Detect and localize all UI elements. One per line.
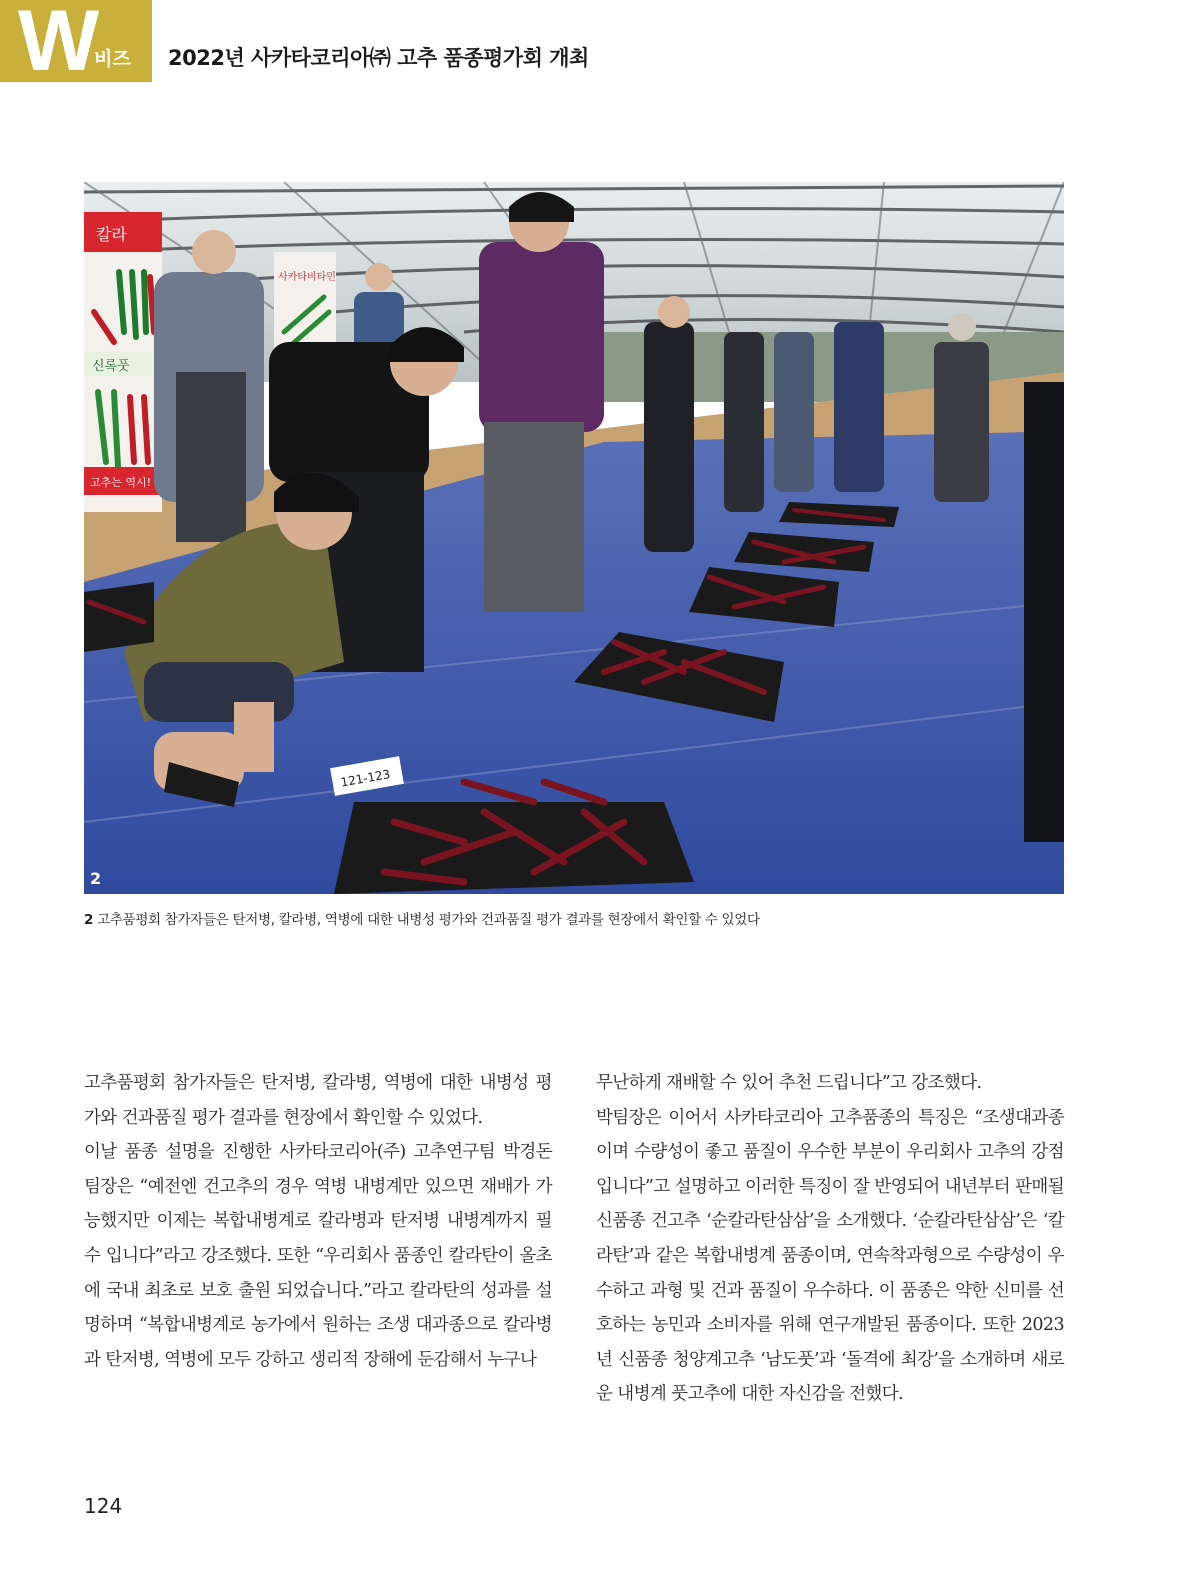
article-paragraph: 무난하게 재배할 수 있어 추천 드립니다”고 강조했다. [596,1073,982,1093]
banner-text-sinrokput: 신록풋 [92,359,130,374]
event-photo [84,182,1064,894]
section-label: 비즈 [94,48,131,70]
event-photo-illustration [84,182,1064,894]
page-number: 124 [84,1494,123,1518]
banner-text-vitamin: 사카타비타민 [278,272,336,283]
article-paragraph: 이날 품종 설명을 진행한 사카타코리아(주) 고추연구팀 박경돈 팀장은 “예전엔 건고추의 경우 역병 내병계만 있으면 재배가 가능했지만 이제는 복합내병계로 칼라병과 탄저병 내병계까지 필수 입니다”라고 강조했다. 또한 “우리회사 품종인 칼라탄이 올초에 국내 최초로 보호 출원 되었습니다.”라고 칼라탄의 성과를 설명하며 “복합내병계로 농가에서 원하는 조생 대과종으로 칼라병과 탄저병, 역병에 모두 강하고 생리적 장해에 둔감해서 누구나 [84,1142,552,1370]
banner-text-slogan: 고추는 역시! [90,476,152,489]
sample-label: 121-123 [339,767,392,790]
caption-text: 고추품평회 참가자들은 탄저병, 칼라병, 역병에 대한 내병성 평가와 건과품질 평가 결과를 현장에서 확인할 수 있었다 [97,912,760,928]
caption-number: 2 [84,912,94,928]
article-paragraph: 박팀장은 이어서 사카타코리아 고추품종의 특징은 “조생대과종이며 수량성이 좋고 품질이 우수한 부분이 우리회사 고추의 강점입니다”고 설명하고 이러한 특징이 잘 반영되어 내년부터 판매될 신품종 건고추 ‘순칼라탄삼삼’을 소개했다. ‘순칼라탄삼삼’은 ‘칼라탄’과 같은 복합내병계 품종이며, 연속착과형으로 수량성이 우수하고 과형 및 건과 품질이 우수하다. 이 품종은 약한 신미를 선호하는 농민과 소비자를 위해 연구개발된 품종이다. 또한 2023년 신품종 청양계고추 ‘남도풋’과 ‘돌격에 최강’을 소개하며 새로운 내병계 풋고추에 대한 자신감을 전했다. [596,1107,1064,1405]
photo-caption [84,908,1064,928]
header-badge [0,0,152,89]
page-title: 2022년 사카타코리아㈜ 고추 품종평가회 개최 [168,46,589,70]
photo-number: 2 [90,869,102,888]
magazine-logo-letter: W [18,0,96,89]
article-column-right [596,1066,1064,1412]
article-paragraph: 고추품평회 참가자들은 탄저병, 칼라병, 역병에 대한 내병성 평가와 건과품질 평가 결과를 현장에서 확인할 수 있었다. [84,1073,552,1128]
article-column-left [84,1066,552,1377]
banner-text-kala: 칼라 [96,225,127,244]
